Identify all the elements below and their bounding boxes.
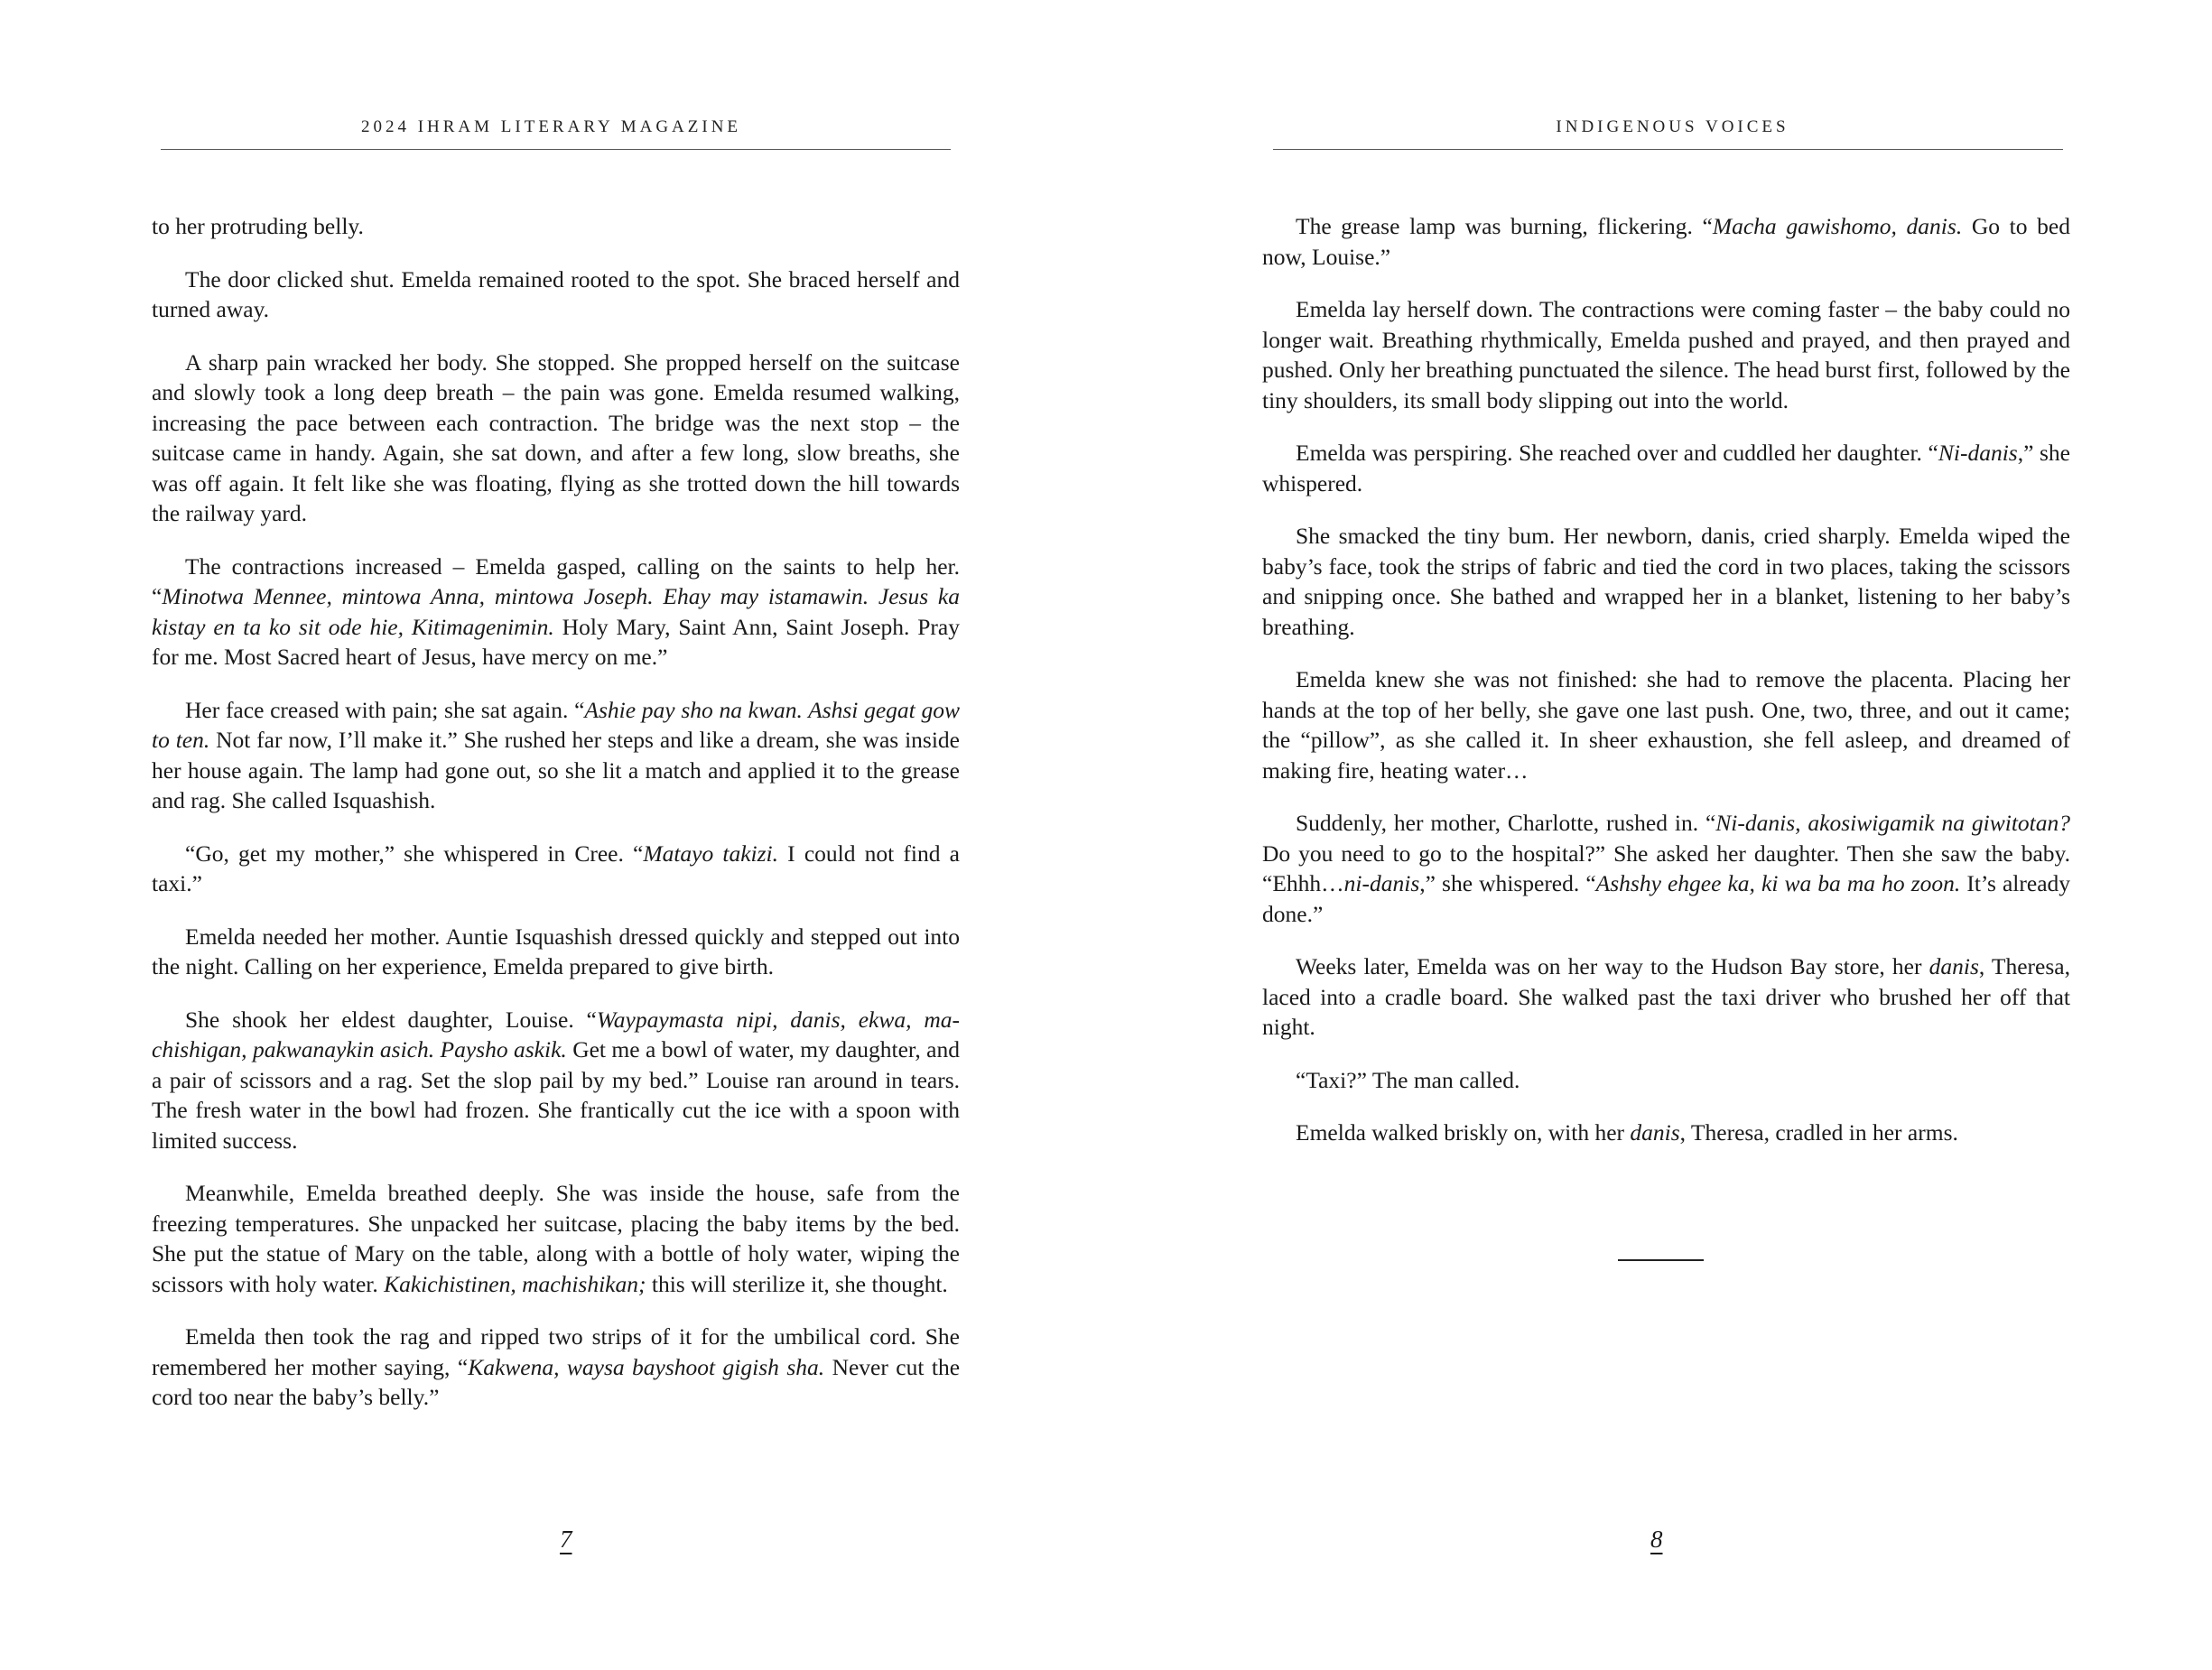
paragraph [152,211,960,242]
paragraph [152,264,960,325]
header-rule-left [161,149,951,150]
text-run: , Theresa, cradled in her arms. [1679,1119,1958,1146]
text-run: The door clicked shut. Emelda remained rooted to the spot. She braced herself and turned away. [152,265,960,322]
text-run: ,” she whispered. “ [1419,870,1596,896]
text-run: Emelda was perspiring. She reached over and cuddled her daughter. “ [1296,440,1938,466]
text-run: , Theresa, laced into a cradle board. She walked past the taxi driver who brushed her off that night. [1262,953,2070,1040]
text-run: Her face creased with pain; she sat again. “ [185,696,585,723]
right-page [1262,0,2070,1670]
text-run: Holy Mary, Saint Ann, Saint Joseph. Pray for me. Most Sacred heart of Jesus, have mercy on me.” [152,613,960,670]
italic-cree-phrase: ni-danis [1343,870,1420,896]
text-run: “Go, get my mother,” she whispered in Cree. “ [185,840,644,867]
paragraph [1262,294,2070,415]
italic-cree-phrase: Ni-danis, akosiwigamik na giwitotan? [1715,810,2070,836]
text-run: Emelda knew she was not finished: she had to remove the placenta. Placing her hands at the top of her belly, she gave one last push. One, two, three, and out it came; the “pillow”, as she called it. In sheer exhaustion, she fell asleep, and dreamed of making fire, heating water… [1262,666,2070,784]
text-run: Weeks later, Emelda was on her way to the Hudson Bay store, her [1296,953,1929,979]
left-page-body [152,211,960,1435]
text-run: this will sterilize it, she thought. [646,1270,948,1297]
story-end-rule [1618,1259,1704,1261]
text-run: Go to bed now, Louise.” [1262,213,2070,270]
italic-cree-phrase: Waypaymasta nipi, danis, ekwa, machishigan, pakwanaykin asich. Paysho askik. [152,1006,960,1062]
text-run: The grease lamp was burning, flickering. “ [1296,213,1713,239]
italic-cree-phrase: Ashie pay sho na kwan. Ashsi gegat gow to ten. [152,696,960,753]
page-number-left: 7 [560,1526,572,1553]
text-run: Emelda walked briskly on, with her [1296,1119,1631,1146]
paragraph [1262,808,2070,929]
italic-cree-phrase: danis [1630,1119,1680,1146]
left-page [152,0,960,1670]
paragraph [1262,211,2070,272]
paragraph [1262,521,2070,642]
text-run: Emelda then took the rag and ripped two strips of it for the umbilical cord. She remembered her mother saying, “ [152,1323,960,1380]
text-run: ,” she whispered. [1262,440,2071,496]
text-run: Emelda needed her mother. Auntie Isquashish dressed quickly and stepped out into the night. Calling on her experience, Emelda prepared to give birth. [152,923,960,979]
paragraph [152,922,960,982]
paragraph [152,695,960,816]
paragraph [1262,1065,2070,1096]
text-run: A sharp pain wracked her body. She stopped. She propped herself on the suitcase and slowly took a long deep breath – the pain was gone. Emelda resumed walking, increasing the pace between each contraction. The bridge was the next stop – the suitcase came in handy. Again, she sat down, and after a few long, slow breaths, she was off again. It felt like she was floating, flying as she trotted down the hill towards the railway yard. [152,348,960,526]
italic-cree-phrase: Kakwena, waysa bayshoot gigish sha. [468,1353,825,1380]
paragraph [152,1005,960,1156]
right-page-body [1262,211,2070,1171]
text-run: The contractions increased – Emelda gasped, calling on the saints to help her. “ [152,552,960,609]
text-run: She shook her eldest daughter, Louise. “ [185,1006,597,1033]
text-run: Get me a bowl of water, my daughter, and a pair of scissors and a rag. Set the slop pail by my bed.” Louise ran around in tears. The fresh water in the bowl had frozen. She frantically cut the ice with a spoon with limited success. [152,1036,960,1154]
paragraph [152,839,960,899]
header-rule-right [1273,149,2063,150]
italic-cree-phrase: Ni-danis [1938,440,2018,466]
paragraph [152,1322,960,1413]
paragraph [152,1178,960,1299]
text-run: to her protruding belly. [152,213,364,239]
paragraph [1262,951,2070,1043]
text-run: Suddenly, her mother, Charlotte, rushed in. “ [1296,810,1716,836]
paragraph [152,552,960,673]
text-run: Never cut the cord too near the baby’s belly.” [152,1353,961,1410]
paragraph [152,348,960,529]
text-run: I could not find a taxi.” [152,840,960,896]
italic-cree-phrase: Macha gawishomo, danis. [1712,213,1963,239]
running-head-left: 2024 IHRAM LITERARY MAGAZINE [360,117,742,136]
paragraph [1262,1118,2070,1148]
italic-cree-phrase: Minotwa Mennee, mintowa Anna, mintowa Joseph. Ehay may istamawin. Jesus ka kistay en ta ko sit ode hie, Kitimagenimin. [152,583,960,640]
text-run: She smacked the tiny bum. Her newborn, danis, cried sharply. Emelda wiped the baby’s face, took the strips of fabric and tied the cord in two places, taking the scissors and snipping once. She bathed and wrapped her in a blanket, listening to her baby’s breathing. [1262,523,2070,640]
text-run: Not far now, I’ll make it.” She rushed her steps and like a dream, she was inside her house again. The lamp had gone out, so she lit a match and applied it to the grease and rag. She called Isquashish. [152,727,960,813]
italic-cree-phrase: Ashshy ehgee ka, ki wa ba ma ho zoon. [1595,870,1961,896]
paragraph [1262,438,2070,498]
page-number-right: 8 [1650,1526,1663,1553]
italic-cree-phrase: Matayo takizi. [643,840,779,867]
italic-cree-phrase: Kakichistinen, machishikan; [384,1270,646,1297]
text-run: “Taxi?” The man called. [1296,1066,1520,1093]
text-run: Emelda lay herself down. The contractions were coming faster – the baby could no longer wait. Breathing rhythmically, Emelda pushed and prayed, and then prayed and pushed. Only her breathing punctuated the silence. The head burst first, followed by the tiny shoulders, its small body slipping out into the world. [1262,296,2070,413]
paragraph [1262,664,2070,785]
running-head-right: INDIGENOUS VOICES [1556,117,1789,136]
text-run: Meanwhile, Emelda breathed deeply. She was inside the house, safe from the freezing temperatures. She unpacked her suitcase, placing the baby items by the bed. She put the statue of Mary on the table, along with a bottle of holy water, wiping the scissors with holy water. [152,1180,960,1297]
text-run: It’s already done.” [1262,870,2071,927]
italic-cree-phrase: danis [1929,953,1979,979]
text-run: Do you need to go to the hospital?” She asked her daughter. Then she saw the baby. “Ehhh… [1262,840,2070,896]
